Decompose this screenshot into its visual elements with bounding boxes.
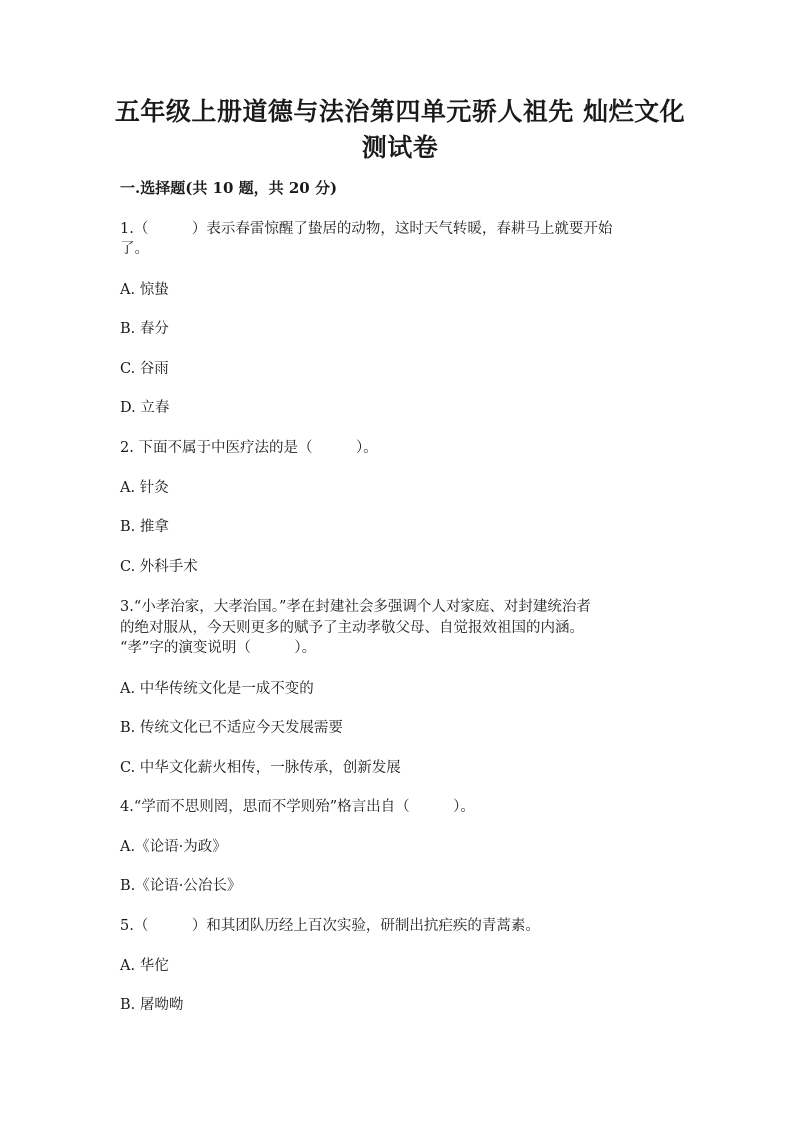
question-2-option-b: B. 推拿	[120, 519, 169, 535]
question-1-option-d: D. 立春	[120, 400, 170, 416]
question-3-option-a: A. 中华传统文化是一成不变的	[120, 681, 314, 697]
question-3-stem: 3.“小孝治家，大孝治国。”孝在封建社会多强调个人对家庭、对封建统治者	[120, 599, 591, 615]
question-2-stem: 2. 下面不属于中医疗法的是（ ）。	[120, 440, 378, 456]
question-2-option-a: A. 针灸	[120, 480, 169, 496]
question-5-option-a: A. 华佗	[120, 958, 169, 974]
question-3-stem: “孝”字的演变说明（ ）。	[120, 640, 317, 656]
question-1-stem: 1.（ ）表示春雷惊醒了蛰居的动物，这时天气转暖，春耕马上就要开始	[120, 221, 613, 237]
question-4-stem: 4.“学而不思则罔，思而不学则殆”格言出自（ ）。	[120, 799, 475, 815]
page-title: 五年级上册道德与法治第四单元骄人祖先 灿烂文化	[114, 97, 686, 126]
question-5-option-b: B. 屠呦呦	[120, 997, 184, 1013]
question-2-option-c: C. 外科手术	[120, 559, 198, 575]
question-1-option-b: B. 春分	[120, 321, 169, 337]
question-1-option-a: A. 惊蛰	[120, 282, 169, 298]
question-3-option-c: C. 中华文化薪火相传，一脉传承，创新发展	[120, 760, 401, 776]
question-1-option-c: C. 谷雨	[120, 361, 169, 377]
question-3-stem: 的绝对服从，今天则更多的赋予了主动孝敬父母、自觉报效祖国的内涵。	[120, 620, 584, 636]
question-1-stem: 了。	[120, 241, 149, 257]
section-heading: 一.选择题(共 10 题，共 20 分)	[120, 179, 338, 197]
question-4-option-a: A.《论语·为政》	[120, 839, 227, 855]
question-5-stem: 5.（ ）和其团队历经上百次实验，研制出抗疟疾的青蒿素。	[120, 918, 540, 934]
question-4-option-b: B.《论语·公冶长》	[120, 878, 242, 894]
question-3-option-b: B. 传统文化已不适应今天发展需要	[120, 720, 343, 736]
page-title-continued: 测试卷	[361, 133, 439, 162]
